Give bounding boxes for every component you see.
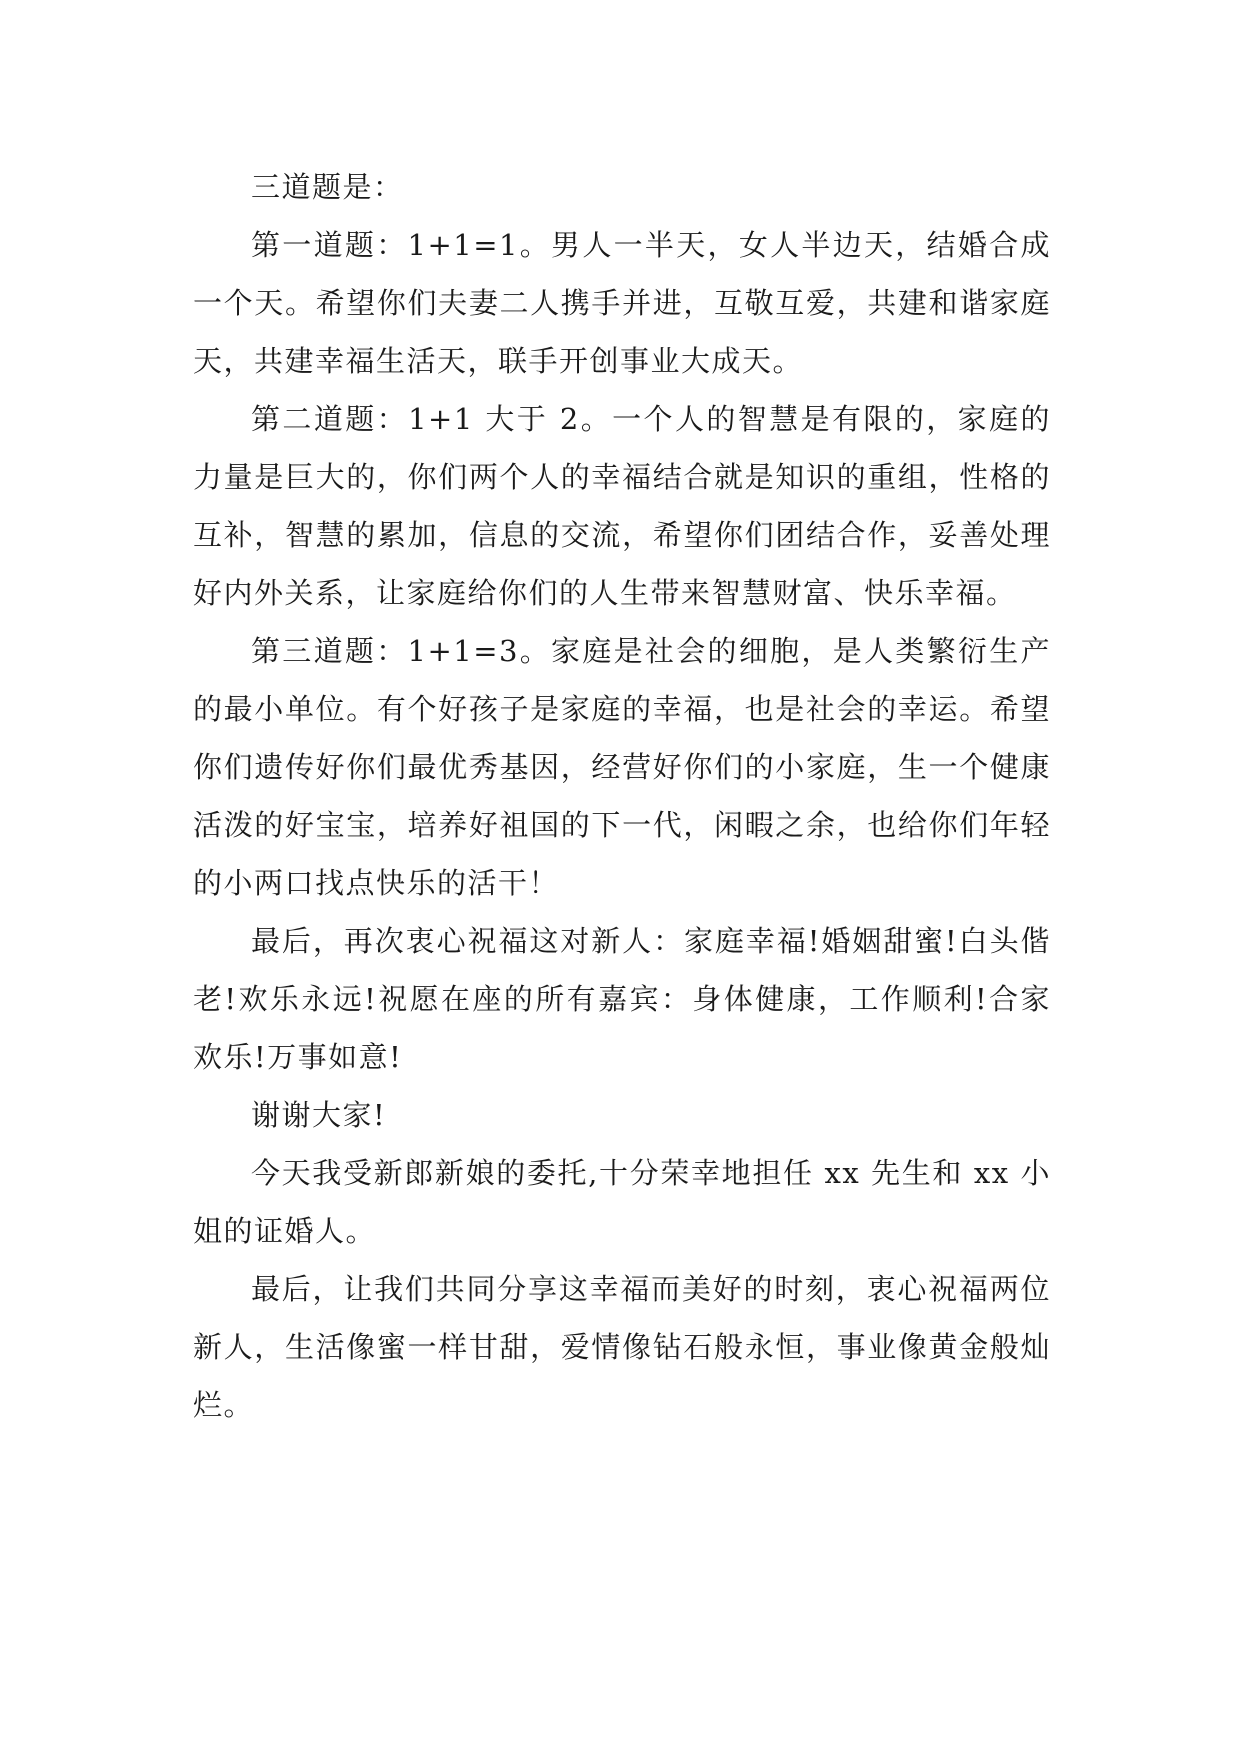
- paragraph-witness: 今天我受新郎新娘的委托,十分荣幸地担任 xx 先生和 xx 小姐的证婚人。: [193, 1156, 1051, 1248]
- paragraph-blessing: 最后，再次衷心祝福这对新人：家庭幸福!婚姻甜蜜!白头偕老!欢乐永远!祝愿在座的所有嘉宾：身体健康，工作顺利!合家欢乐!万事如意!: [193, 924, 1051, 1074]
- document-body: [193, 158, 1051, 1434]
- paragraph-question-one: 第一道题：1+1=1。男人一半天，女人半边天，结婚合成一个天。希望你们夫妻二人携手并进，互敬互爱，共建和谐家庭天，共建幸福生活天，联手开创事业大成天。: [193, 228, 1051, 378]
- paragraph-intro: 三道题是：: [251, 170, 404, 204]
- paragraph-closing: 最后，让我们共同分享这幸福而美好的时刻，衷心祝福两位新人，生活像蜜一样甘甜，爱情像钻石般永恒，事业像黄金般灿烂。: [193, 1272, 1051, 1422]
- paragraph-question-three: 第三道题：1+1=3。家庭是社会的细胞，是人类繁衍生产的最小单位。有个好孩子是家庭的幸福，也是社会的幸运。希望你们遗传好你们最优秀基因，经营好你们的小家庭，生一个健康活泼的好宝宝，培养好祖国的下一代，闲暇之余，也给你们年轻的小两口找点快乐的活干！: [193, 634, 1051, 900]
- paragraph-thanks: 谢谢大家!: [251, 1098, 387, 1132]
- paragraph-question-two: 第二道题：1+1 大于 2。一个人的智慧是有限的，家庭的力量是巨大的，你们两个人的幸福结合就是知识的重组，性格的互补，智慧的累加，信息的交流，希望你们团结合作，妥善处理好内外关系，让家庭给你们的人生带来智慧财富、快乐幸福。: [193, 402, 1051, 610]
